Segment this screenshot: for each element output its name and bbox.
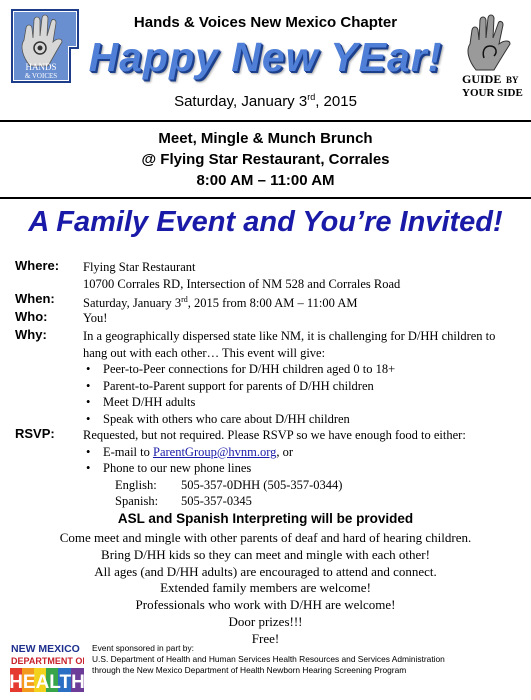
phone-english-row [83,477,523,494]
why-bullet-list [83,361,523,427]
sponsor-line-2: U.S. Department of Health and Human Services Health Resources and Services Administration [92,653,445,664]
logo-left-text-2: & VOICES [24,72,58,80]
rsvp-phone-item: • Phone to our new phone lines [83,460,523,477]
closing-line: Come meet and mingle with other parents of deaf and hard of hearing children. [59,530,472,545]
phone-english-label: English: [115,477,157,492]
rsvp-email-suffix: , or [276,444,294,459]
date-line [0,92,531,110]
phone-english: 505-357-0DHH (505-357-0344) [181,477,343,492]
event-line-3: 8:00 AM – 11:00 AM [196,172,335,189]
rsvp-email-prefix: E-mail to [103,444,153,459]
closing-line: Free! [251,630,280,646]
date-year: , 2015 [315,93,357,110]
closing-line: Door prizes!!! [228,613,303,629]
rsvp-line: Requested, but not required. Please RSVP so we have enough food to either: [83,428,466,442]
rsvp-value [83,427,523,510]
why-bullet: • Peer-to-Peer connections for D/HH children aged 0 to 18+ [83,361,523,378]
who-label: Who: [15,309,48,324]
why-line-2: hang out with each other… This event will give: [83,345,326,360]
where-value [83,259,523,292]
rsvp-label: RSVP: [15,426,55,441]
where-line-2: 10700 Corrales RD, Intersection of NM 528 and Corrales Road [83,276,401,291]
sponsor-note [92,643,445,675]
event-line-1: Meet, Mingle & Munch Brunch [158,130,373,147]
nm-logo-text-1: NEW MEXICO [11,643,80,655]
sponsor-line-1: Event sponsored in part by: [92,643,194,653]
rsvp-bullet-list [83,444,523,477]
divider-bottom [0,197,531,199]
logo-left-text-1: HANDS [25,62,57,72]
closing-text [0,530,531,648]
email-link[interactable]: ParentGroup@hvnm.org [153,444,277,459]
when-label: When: [15,291,55,306]
sponsor-line-3: through the New Mexico Department of Health Newborn Hearing Screening Program [92,664,407,675]
when-main: Saturday, January 3 [83,296,182,311]
who-value: You! [83,311,108,325]
date-main: Saturday, January 3 [174,93,308,110]
why-value [83,328,523,427]
why-bullet: • Parent-to-Parent support for parents of D/HH children [83,378,523,395]
rsvp-email-item [83,444,523,461]
headline: Happy New YEar! [88,34,443,80]
phone-spanish-label: Spanish: [115,494,159,508]
when-sup: rd [181,295,188,304]
invite-banner: A Family Event and You’re Invited! [28,206,503,238]
where-label: Where: [15,258,60,273]
closing-line: Extended family members are welcome! [160,580,371,596]
closing-line: Bring D/HH kids so they can meet and mingle with each other! [101,546,430,562]
when-value [83,292,523,312]
why-bullet: • Speak with others who care about D/HH children [83,411,523,428]
event-summary [0,128,531,191]
why-label: Why: [15,327,47,342]
logo-right-text-1: GUIDE [462,72,502,86]
when-rest: , 2015 from 8:00 AM – 11:00 AM [187,296,358,311]
event-line-2: @ Flying Star Restaurant, Corrales [141,151,390,168]
nm-department-of-health-logo [10,641,84,693]
date-sup: rd [307,92,316,102]
closing-line: All ages (and D/HH adults) are encouraged to attend and connect. [94,563,437,579]
phone-spanish: 505-357-0345 [181,494,252,508]
nm-logo-text-2: DEPARTMENT OF [11,656,84,666]
why-bullet: • Meet D/HH adults [83,394,523,411]
phone-spanish-row [83,493,523,510]
asl-note: ASL and Spanish Interpreting will be provided [117,511,414,526]
nm-logo-text-3: HEALTH [10,672,84,693]
divider-top [0,120,531,122]
org-title: Hands & Voices New Mexico Chapter [133,14,398,31]
where-line-1: Flying Star Restaurant [83,260,196,274]
why-line-1: In a geographically dispersed state like NM, it is challenging for D/HH children to [83,329,496,343]
logo-right-text-3: YOUR SIDE [462,87,523,99]
closing-line: Professionals who work with D/HH are welcome! [135,597,396,613]
logo-right-text-2: BY [506,75,519,85]
